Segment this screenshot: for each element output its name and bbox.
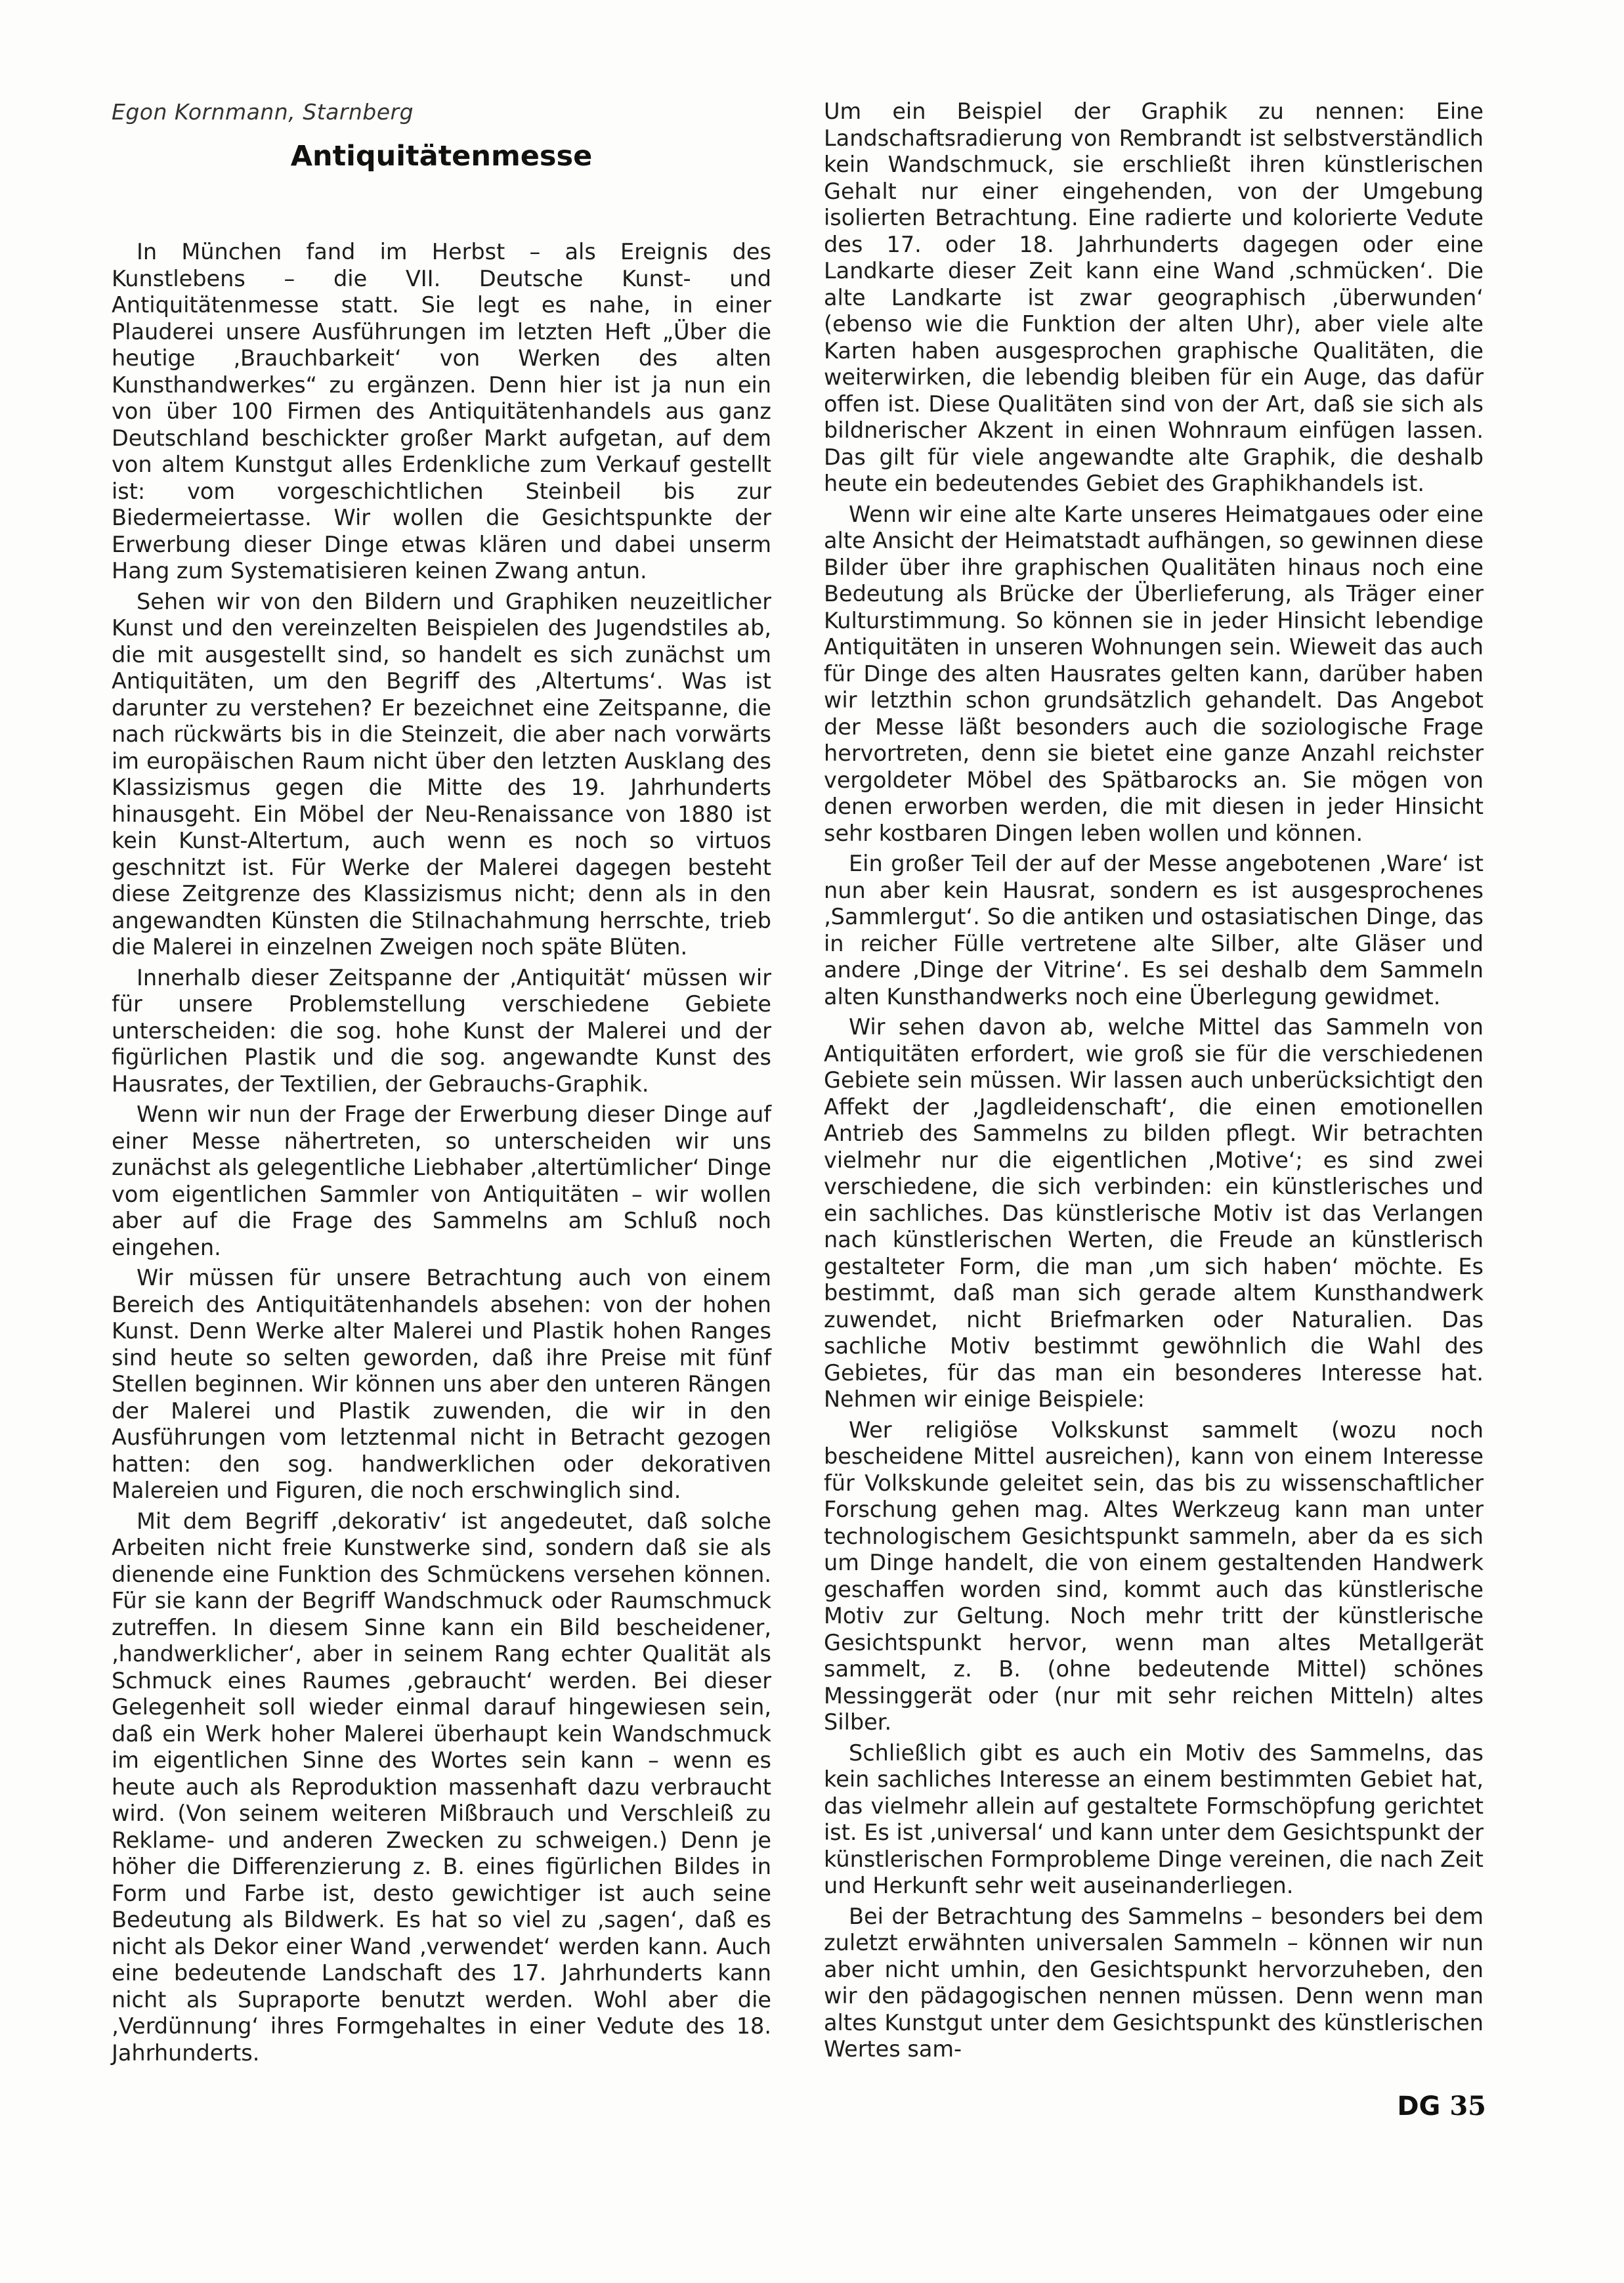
paragraph: Wenn wir nun der Frage der Erwerbung dieser Dinge auf einer Messe nähertreten, so unterscheiden wir uns zunächst als gelegentliche Liebhaber ‚altertümlicher‘ Dinge vom eigentlichen Sammler von Antiquitäten – wir wollen aber auf die Frage des Sammelns am Schluß noch eingehen.: [112, 1101, 771, 1260]
paragraph: Schließlich gibt es auch ein Motiv des Sammelns, das kein sachliches Interesse an einem bestimmten Gebiet hat, das vielmehr allein auf gestaltete Formschöpfung gerichtet ist. Es ist ‚universal‘ und kann unter dem Gesichtspunkt der künstlerischen Formprobleme Dinge vereinen, die nach Zeit und Herkunft sehr weit auseinanderliegen.: [824, 1739, 1484, 1898]
journal-abbreviation: DG: [1397, 2091, 1441, 2122]
paragraph: Bei der Betrachtung des Sammelns – besonders bei dem zuletzt erwähnten universalen Sammeln – können wir nun aber nicht umhin, den Gesichtspunkt hervorzuheben, den wir den pädagogischen nennen müssen. Denn wenn man altes Kunstgut unter dem Gesichtspunkt des künstlerischen Wertes sam-: [824, 1903, 1484, 2062]
paragraph: Innerhalb dieser Zeitspanne der ‚Antiquität‘ müssen wir für unsere Problemstellung verschiedene Gebiete unterscheiden: die sog. hohe Kunst der Malerei und der figürlichen Plastik und die sog. angewandte Kunst des Hausrates, der Textilien, der Gebrauchs-Graphik.: [112, 964, 771, 1097]
paragraph: In München fand im Herbst – als Ereignis des Kunstlebens – die VII. Deutsche Kunst- und Antiquitätenmesse statt. Sie legt es nahe, in einer Plauderei unsere Ausführungen im letzten Heft „Über die heutige ‚Brauchbarkeit‘ von Werken des alten Kunsthandwerkes“ zu ergänzen. Denn hier ist ja nun ein von über 100 Firmen des Antiquitätenhandels aus ganz Deutschland beschickter großer Markt aufgetan, auf dem von altem Kunstgut alles Erdenkliche zum Verkauf gestellt ist: vom vorgeschichtlichen Steinbeil bis zur Biedermeiertasse. Wir wollen die Gesichtspunkte der Erwerbung dieser Dinge etwas klären und dabei unserm Hang zum Systematisieren keinen Zwang antun.: [112, 239, 771, 584]
page-footer: [1397, 2091, 1486, 2122]
right-column: [824, 98, 1484, 2063]
paragraph: Wer religiöse Volkskunst sammelt (wozu noch bescheidene Mittel ausreichen), kann von einem Interesse für Volkskunde geleitet sein, das bis zu wissenschaftlicher Forschung gehen mag. Altes Werkzeug kann man unter technologischem Gesichtspunkt sammeln, aber da es sich um Dinge handelt, die von einem gestaltenden Handwerk geschaffen worden sind, kommt auch das künstlerische Motiv zur Geltung. Noch mehr tritt der künstlerische Gesichtspunkt hervor, wenn man altes Metallgerät sammelt, z. B. (ohne bedeutende Mittel) schönes Messinggerät oder (nur mit sehr reichen Mitteln) altes Silber.: [824, 1417, 1484, 1735]
paragraph: Mit dem Begriff ‚dekorativ‘ ist angedeutet, daß solche Arbeiten nicht freie Kunstwerke sind, sondern daß sie als dienende eine Funktion des Schmückens versehen können. Für sie kann der Begriff Wandschmuck oder Raumschmuck zutreffen. In diesem Sinne kann ein Bild bescheidener, ‚handwerklicher‘, aber in seinem Rang echter Qualität als Schmuck eines Raumes ‚gebraucht‘ werden. Bei dieser Gelegenheit soll wieder einmal darauf hingewiesen sein, daß ein Werk hoher Malerei überhaupt kein Wandschmuck im eigentlichen Sinne des Wortes sein kann – wenn es heute auch als Reproduktion massenhaft dazu verbraucht wird. (Von seinem weiteren Mißbrauch und Verschleiß zu Reklame- und anderen Zwecken zu schweigen.) Denn je höher die Differenzierung z. B. eines figürlichen Bildes in Form und Farbe ist, desto gewichtiger ist auch seine Bedeutung als Bildwerk. Es hat so viel zu ‚sagen‘, daß es nicht als Dekor einer Wand ‚verwendet‘ werden kann. Auch eine bedeutende Landschaft des 17. Jahrhunderts kann nicht als Supraporte benutzt werden. Wohl aber die ‚Verdünnung‘ ihres Formgehaltes in einer Vedute des 18. Jahrhunderts.: [112, 1508, 771, 2066]
paragraph: Ein großer Teil der auf der Messe angebotenen ‚Ware‘ ist nun aber kein Hausrat, sondern es ist ausgesprochenes ‚Sammlergut‘. So die antiken und ostasiatischen Dinge, das in reicher Fülle vertretene alte Silber, alte Gläser und andere ‚Dinge der Vitrine‘. Es sei deshalb dem Sammeln alten Kunsthandwerks noch eine Überlegung gewidmet.: [824, 851, 1484, 1010]
paragraph: Wenn wir eine alte Karte unseres Heimatgaues oder eine alte Ansicht der Heimatstadt aufhängen, so gewinnen diese Bilder über ihre graphischen Qualitäten hinaus noch eine Bedeutung als Brücke der Überlieferung, als Träger einer Kulturstimmung. So können sie in jeder Hinsicht lebendige Antiquitäten in unseren Wohnungen sein. Wieweit das auch für Dinge des alten Hausrates gelten kann, darüber haben wir letzthin schon grundsätzlich gehandelt. Das Angebot der Messe läßt besonders auch die soziologische Frage hervortreten, denn sie bietet eine ganze Anzahl reichster vergoldeter Möbel des Spätbarocks an. Sie mögen von denen erworben werden, die mit diesen in jeder Hinsicht sehr kostbaren Dingen leben wollen und können.: [824, 501, 1484, 846]
left-column: [112, 100, 771, 2066]
page-number: 35: [1449, 2091, 1486, 2122]
article-title: Antiquitätenmesse: [290, 140, 593, 173]
paragraph: Sehen wir von den Bildern und Graphiken neuzeitlicher Kunst und den vereinzelten Beispielen des Jugendstiles ab, die mit ausgestellt sind, so handelt es sich zunächst um Antiquitäten, um den Begriff des ‚Altertums‘. Was ist darunter zu verstehen? Er bezeichnet eine Zeitspanne, die nach rückwärts bis in die Steinzeit, die aber nach vorwärts im europäischen Raum nicht über den letzten Ausklang des Klassizismus gegen die Mitte des 19. Jahrhunderts hinausgeht. Ein Möbel der Neu-Renaissance von 1880 ist kein Kunst-Altertum, auch wenn es noch so virtuos geschnitzt ist. Für Werke der Malerei dagegen besteht diese Zeitgrenze des Klassizismus nicht; denn als in den angewandten Künsten die Stilnachahmung herrschte, trieb die Malerei in einzelnen Zweigen noch späte Blüten.: [112, 588, 771, 960]
paragraph: Wir müssen für unsere Betrachtung auch von einem Bereich des Antiquitätenhandels absehen: von der hohen Kunst. Denn Werke alter Malerei und Plastik hohen Ranges sind heute so selten geworden, daß ihre Preise mit fünf Stellen beginnen. Wir können uns aber den unteren Rängen der Malerei und Plastik zuwenden, die wir in den Ausführungen vom letztenmal nicht in Betracht gezogen hatten: den sog. handwerklichen oder dekorativen Malereien und Figuren, die noch erschwinglich sind.: [112, 1265, 771, 1503]
article-author: Egon Kornmann, Starnberg: [112, 99, 414, 125]
paragraph: Wir sehen davon ab, welche Mittel das Sammeln von Antiquitäten erfordert, wie groß sie für die verschiedenen Gebiete sein müssen. Wir lassen auch unberücksichtigt den Affekt der ‚Jagdleidenschaft‘, die einen emotionellen Antrieb des Sammelns zu bilden pflegt. Wir betrachten vielmehr nur die eigentlichen ‚Motive‘; es sind zwei verschiedene, die sich verbinden: ein künstlerisches und ein sachliches. Das künstlerische Motiv ist das Verlangen nach künstlerischen Werten, die Freude an künstlerisch gestalteter Form, die man ‚um sich haben‘ möchte. Es bestimmt, daß man sich gerade altem Kunsthandwerk zuwendet, nicht Briefmarken oder Naturalien. Das sachliche Motiv bestimmt gewöhnlich die Wahl des Gebietes, für das man ein besonderes Interesse hat. Nehmen wir einige Beispiele:: [824, 1014, 1484, 1412]
paragraph: Um ein Beispiel der Graphik zu nennen: Eine Landschaftsradierung von Rembrandt ist selbstverständlich kein Wandschmuck, sie erschließt ihren künstlerischen Gehalt nur einer eingehenden, von der Umgebung isolierten Betrachtung. Eine radierte und kolorierte Vedute des 17. oder 18. Jahrhunderts dagegen oder eine Landkarte dieser Zeit kann eine Wand ‚schmücken‘. Die alte Landkarte ist zwar geographisch ‚überwunden‘ (ebenso wie die Funktion der alten Uhr), aber viele alte Karten haben ausgesprochen graphische Qualitäten, die weiterwirken, die lebendig bleiben für ein Auge, das dafür offen ist. Diese Qualitäten sind von der Art, daß sie sich als bildnerischer Akzent in einen Wohnraum einfügen lassen. Das gilt für viele angewandte alte Graphik, die deshalb heute ein bedeutendes Gebiet des Graphikhandels ist.: [824, 98, 1484, 496]
